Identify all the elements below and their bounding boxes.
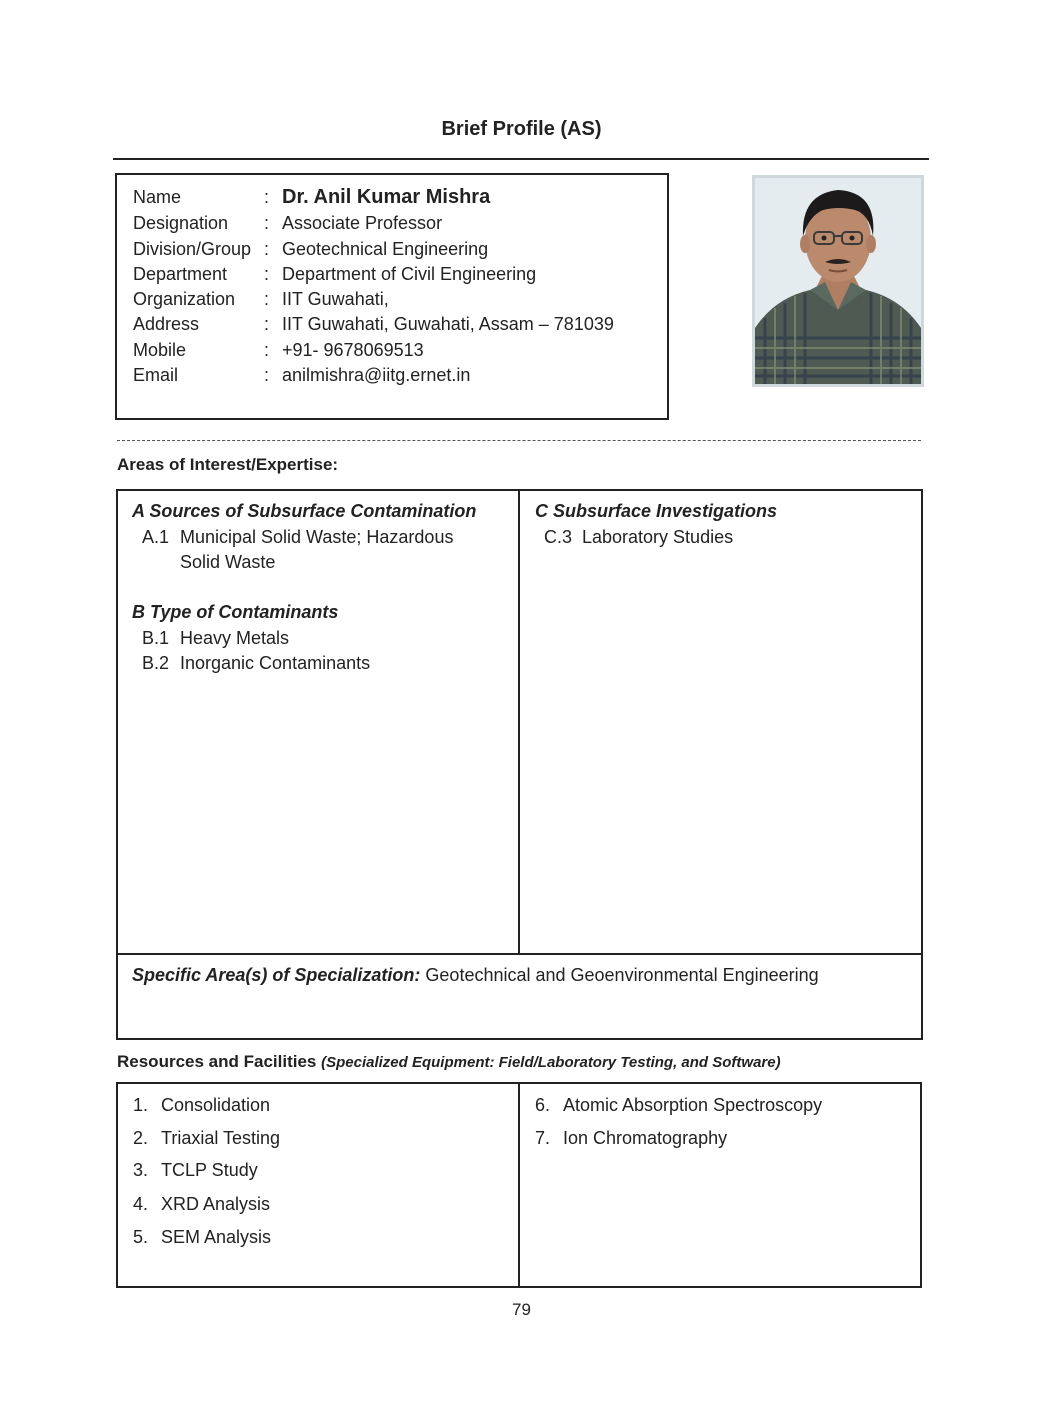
division-label: Division/Group <box>133 239 252 259</box>
resource-item-4-text: XRD Analysis <box>161 1194 271 1214</box>
resource-item-6 <box>535 1094 822 1116</box>
address-separator: : <box>264 314 270 334</box>
department-value: Department of Civil Engineering <box>282 264 537 284</box>
dashed-divider <box>117 440 921 441</box>
item-b1 <box>142 626 289 651</box>
resource-item-2 <box>133 1127 280 1149</box>
item-c3-code: C.3 <box>544 527 573 547</box>
designation-value: Associate Professor <box>282 213 443 233</box>
resources-note: (Specialized Equipment: Field/Laboratory Testing, and Software) <box>321 1054 781 1071</box>
category-c-heading: C Subsurface Investigations <box>535 501 778 521</box>
areas-heading: Areas of Interest/Expertise: <box>117 455 339 474</box>
page-number: 79 <box>512 1300 531 1319</box>
email-separator: : <box>264 365 270 385</box>
division-value: Geotechnical Engineering <box>282 239 489 259</box>
item-a1 <box>142 525 453 575</box>
department-label: Department <box>133 264 228 284</box>
specialization-value: Geotechnical and Geoenvironmental Engineering <box>425 965 819 985</box>
category-a-heading: A Sources of Subsurface Contamination <box>132 501 477 521</box>
page-title: Brief Profile (AS) <box>441 118 602 140</box>
resource-item-1 <box>133 1094 270 1116</box>
department-separator: : <box>264 264 270 284</box>
item-b2-code: B.2 <box>142 653 170 673</box>
mobile-separator: : <box>264 340 270 360</box>
item-b2 <box>142 651 370 676</box>
resource-item-7-text: Ion Chromatography <box>563 1128 728 1148</box>
resource-item-4 <box>133 1193 270 1215</box>
organization-value: IIT Guwahati, <box>282 289 389 309</box>
mobile-label: Mobile <box>133 340 187 360</box>
category-b-heading: B Type of Contaminants <box>132 602 339 622</box>
item-b1-code: B.1 <box>142 628 170 648</box>
resource-item-5 <box>133 1226 271 1248</box>
division-separator: : <box>264 239 270 259</box>
email-label: Email <box>133 365 179 385</box>
designation-label: Designation <box>133 213 229 233</box>
resource-item-3-text: TCLP Study <box>161 1160 258 1180</box>
resource-item-1-text: Consolidation <box>161 1095 271 1115</box>
areas-column-divider <box>518 489 520 955</box>
resource-item-1-num: 1. <box>133 1095 149 1115</box>
designation-separator: : <box>264 213 270 233</box>
resource-item-5-text: SEM Analysis <box>161 1227 272 1247</box>
organization-separator: : <box>264 289 270 309</box>
resources-heading-row <box>117 1052 781 1072</box>
resource-item-3 <box>133 1159 258 1181</box>
email-value: anilmishra@iitg.ernet.in <box>282 365 471 385</box>
resource-item-6-text: Atomic Absorption Spectroscopy <box>563 1095 823 1115</box>
resource-item-4-num: 4. <box>133 1194 149 1214</box>
name-label: Name <box>133 187 182 207</box>
address-label: Address <box>133 314 200 334</box>
item-b1-text: Heavy Metals <box>180 628 290 648</box>
mobile-value: +91- 9678069513 <box>282 340 424 360</box>
title-divider <box>113 158 929 160</box>
item-c3-text: Laboratory Studies <box>582 527 734 547</box>
name-value: Dr. Anil Kumar Mishra <box>282 186 491 208</box>
item-a1-text-line1: Municipal Solid Waste; Hazardous <box>180 527 454 547</box>
specialization-label: Specific Area(s) of Specialization: <box>132 965 421 985</box>
item-a1-text-line2: Solid Waste <box>180 552 276 572</box>
address-value: IIT Guwahati, Guwahati, Assam – 781039 <box>282 314 614 334</box>
resource-item-7 <box>535 1127 727 1149</box>
resource-item-3-num: 3. <box>133 1160 149 1180</box>
resource-item-7-num: 7. <box>535 1128 551 1148</box>
areas-row-divider <box>116 953 923 955</box>
item-c3 <box>544 525 733 550</box>
resource-item-5-num: 5. <box>133 1227 149 1247</box>
item-b2-text: Inorganic Contaminants <box>180 653 371 673</box>
specialization-row <box>132 965 819 986</box>
organization-label: Organization <box>133 289 236 309</box>
portrait-illustration <box>755 178 921 384</box>
resource-item-2-num: 2. <box>133 1128 149 1148</box>
profile-info-box <box>115 173 669 420</box>
item-a1-code: A.1 <box>142 527 170 547</box>
resources-heading: Resources and Facilities <box>117 1052 317 1071</box>
name-separator: : <box>264 187 270 207</box>
resources-column-divider <box>518 1082 520 1288</box>
resource-item-6-num: 6. <box>535 1095 551 1115</box>
profile-photo <box>752 175 924 387</box>
resource-item-2-text: Triaxial Testing <box>161 1128 281 1148</box>
